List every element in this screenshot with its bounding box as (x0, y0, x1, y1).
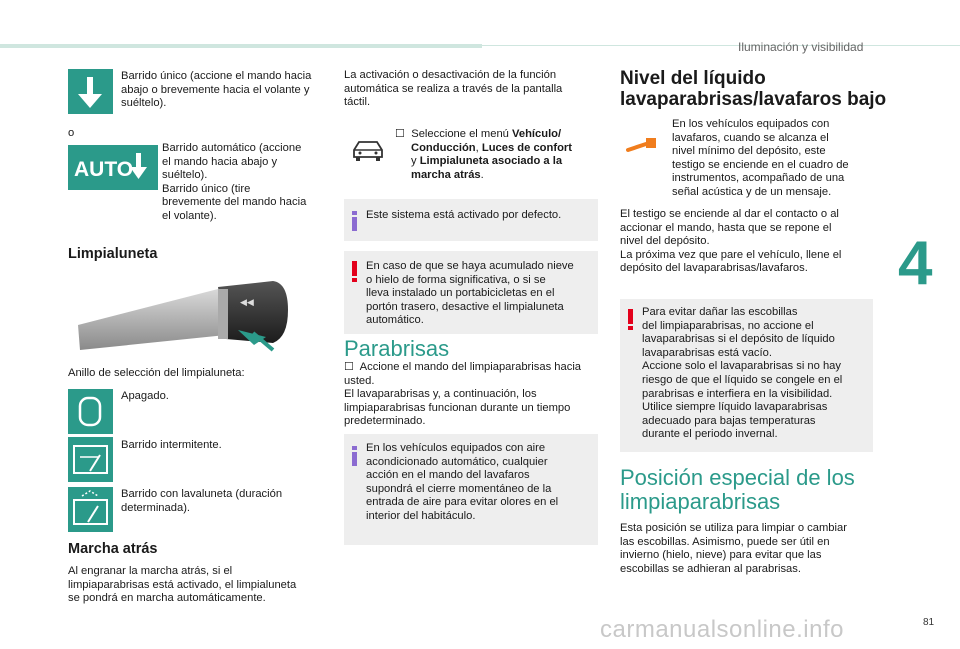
section-title: Iluminación y visibilidad (738, 40, 864, 54)
ac-line: acondicionado automático, cualquier (366, 455, 548, 468)
warning-line: En caso de que se haya acumulado nieve (366, 260, 574, 272)
menu-driving: Conducción (411, 141, 476, 154)
ac-line: acción en el mando del lavafaros (366, 469, 530, 482)
auto-line: Barrido automático (accione (162, 142, 302, 154)
special-position-text (620, 522, 882, 576)
auto-line: el volante). (162, 209, 217, 222)
special-line: escobillas se adhieran al parabrisas. (620, 562, 801, 575)
rear-washer-icon (68, 487, 113, 532)
level-text-line: nivel del depósito. (620, 235, 710, 248)
auto-line: Barrido único (tire (162, 182, 251, 195)
washer-warning-line: lavaparabrisas está vacío. (642, 346, 772, 359)
washer-level-title-line: lavaparabrisas/lavafaros bajo (620, 89, 887, 110)
car-icon (350, 135, 386, 167)
washer-warning-line: adecuado para bajas temperaturas (642, 414, 816, 427)
bullet-icon: ☐ (395, 128, 412, 140)
warning-line: lleva instalado un portabicicletas en el (366, 287, 555, 300)
ac-line: En los vehículos equipados con aire (366, 442, 546, 454)
watermark: carmanualsonline.info (600, 616, 844, 643)
info-icon (350, 211, 360, 231)
activation-line: táctil. (344, 96, 371, 109)
level-text-line: depósito del lavaparabrisas/lavafaros. (620, 262, 808, 275)
reverse-gear-title: Marcha atrás (68, 541, 158, 557)
level-line: instrumentos, acompañado de una (672, 172, 845, 185)
menu-comma: , (475, 141, 479, 154)
washer-level-description (672, 118, 872, 200)
auto-line: el mando hacia abajo y (162, 155, 278, 168)
rear-wiper-intermittent-icon (68, 437, 113, 482)
windshield-line: limpiaparabrisas funcionan durante un tiempo (344, 401, 571, 414)
washer-level-title (620, 68, 890, 110)
rear-wiper-title: Limpialuneta (68, 246, 158, 262)
reverse-line: Al engranar la marcha atrás, si el (68, 565, 233, 577)
chapter-number: 4 (898, 229, 933, 298)
warning-line: portón trasero, desactive el limpialuneta (366, 300, 564, 313)
ac-line: interior del habitáculo. (366, 509, 476, 522)
auto-line: suéltelo). (162, 169, 208, 182)
level-line: nivel mínimo del depósito, este (672, 145, 826, 158)
reverse-line: limpiaparabrisas está activado, el limpialuneta (68, 578, 297, 591)
reverse-line: se pondrá en marcha automáticamente. (68, 592, 266, 605)
svg-text:◀◀: ◀◀ (240, 297, 254, 307)
special-position-title (620, 466, 890, 514)
windshield-title: Parabrisas (344, 336, 450, 361)
warning-note-snow (344, 251, 598, 334)
info-note-default (344, 199, 598, 241)
auto-label: AUTO (74, 158, 134, 181)
special-title-line: limpiaparabrisas (620, 489, 781, 514)
special-line: Esta posición se utiliza para limpiar o cambiar (620, 522, 847, 534)
menu-rear: Limpialuneta asociado a la (419, 155, 563, 168)
washer-warning-line: Para evitar dañar las escobillas (642, 306, 798, 318)
special-line: invierno (hielo, nieve) para evitar que las (620, 549, 822, 562)
menu-prefix: Seleccione el menú (411, 128, 509, 140)
level-text-line: La próxima vez que pare el vehículo, llene el (620, 248, 842, 261)
rear-intermittent-label: Barrido intermitente. (121, 439, 222, 451)
warning-line: o hielo de forma significativa, o si se (366, 273, 546, 286)
info-default-text: Este sistema está activado por defecto. (366, 209, 562, 221)
menu-lights: Luces de confort (481, 141, 572, 154)
washer-level-title-line: Nivel del líquido (620, 68, 766, 89)
special-line: las escobillas. Asimismo, puede ser útil en (620, 535, 830, 548)
warning-icon (350, 261, 360, 283)
washer-warning-line: riesgo de que el líquido se congele en el (642, 373, 843, 386)
menu-instruction (395, 128, 595, 182)
activation-line: La activación o desactivación de la función (344, 69, 557, 81)
activation-text (344, 69, 600, 110)
windshield-step: Accione el mando del limpiaparabrisas hacia usted. (344, 361, 582, 387)
washer-warning-line: del limpiaparabrisas, no accione el (642, 319, 814, 332)
windshield-line: El lavaparabrisas y, a continuación, los (344, 388, 537, 401)
warning-note-washer (620, 299, 873, 452)
auto-icon (68, 145, 158, 190)
single-wipe-text: Barrido único (accione el mando hacia abajo o brevemente hacia el volante y suéltelo). (121, 70, 312, 110)
level-line: testigo se enciende en el cuadro de (672, 158, 849, 171)
windshield-text (344, 361, 600, 429)
header-bar (0, 44, 482, 48)
washer-warning-line: Accione solo el lavaparabrisas si no hay (642, 360, 841, 373)
info-icon (350, 446, 360, 466)
washer-warning-line: parabrisas e interfiera en la visibilidad. (642, 387, 833, 400)
level-line: lavafaros, cuando se alcanza el (672, 131, 829, 144)
header-line (482, 45, 960, 46)
rear-wiper-off-icon (68, 389, 113, 434)
washer-warning-line: Utilice siempre líquido lavaparabrisas (642, 401, 828, 414)
washer-level-text (620, 208, 882, 276)
auto-line: brevemente del mando hacia (162, 196, 307, 209)
level-line: En los vehículos equipados con (672, 118, 830, 130)
auto-description (162, 142, 322, 224)
page-number: 81 (923, 617, 935, 628)
special-title-line: Posición especial de los (620, 465, 855, 490)
washer-warning-line: lavaparabrisas si el depósito de líquido (642, 333, 835, 346)
ac-line: supondrá el cierre momentáneo de la (366, 482, 552, 495)
ring-caption: Anillo de selección del limpialuneta: (68, 367, 245, 379)
warning-line: automático. (366, 314, 424, 327)
level-line: señal acústica y de un mensaje. (672, 185, 832, 198)
rear-washer-label: Barrido con lavaluneta (duración determinada). (121, 488, 283, 514)
menu-dot: . (480, 168, 484, 181)
windshield-line: predeterminado. (344, 415, 426, 428)
arrow-down-icon (68, 69, 113, 114)
menu-and: y (411, 155, 417, 168)
warning-icon (626, 309, 636, 331)
rear-off-label: Apagado. (121, 390, 169, 402)
menu-vehicle: Vehículo/ (512, 128, 562, 140)
reverse-gear-text (68, 565, 330, 606)
menu-rear-2: marcha atrás (411, 168, 481, 181)
washer-level-icon (626, 132, 660, 154)
wiper-stalk-illustration (68, 275, 318, 360)
bullet-icon: ☐ (344, 361, 360, 373)
level-text-line: accionar el mando, hasta que se repone el (620, 221, 832, 234)
ac-line: entrada de aire para evitar olores en el (366, 496, 559, 509)
activation-line: automática se realiza a través de la pantalla (344, 82, 563, 95)
info-note-ac (344, 434, 598, 545)
or-text: o (68, 127, 75, 139)
washer-warning-line: durante el periodo invernal. (642, 428, 778, 441)
level-text-line: El testigo se enciende al dar el contacto o al (620, 208, 839, 220)
